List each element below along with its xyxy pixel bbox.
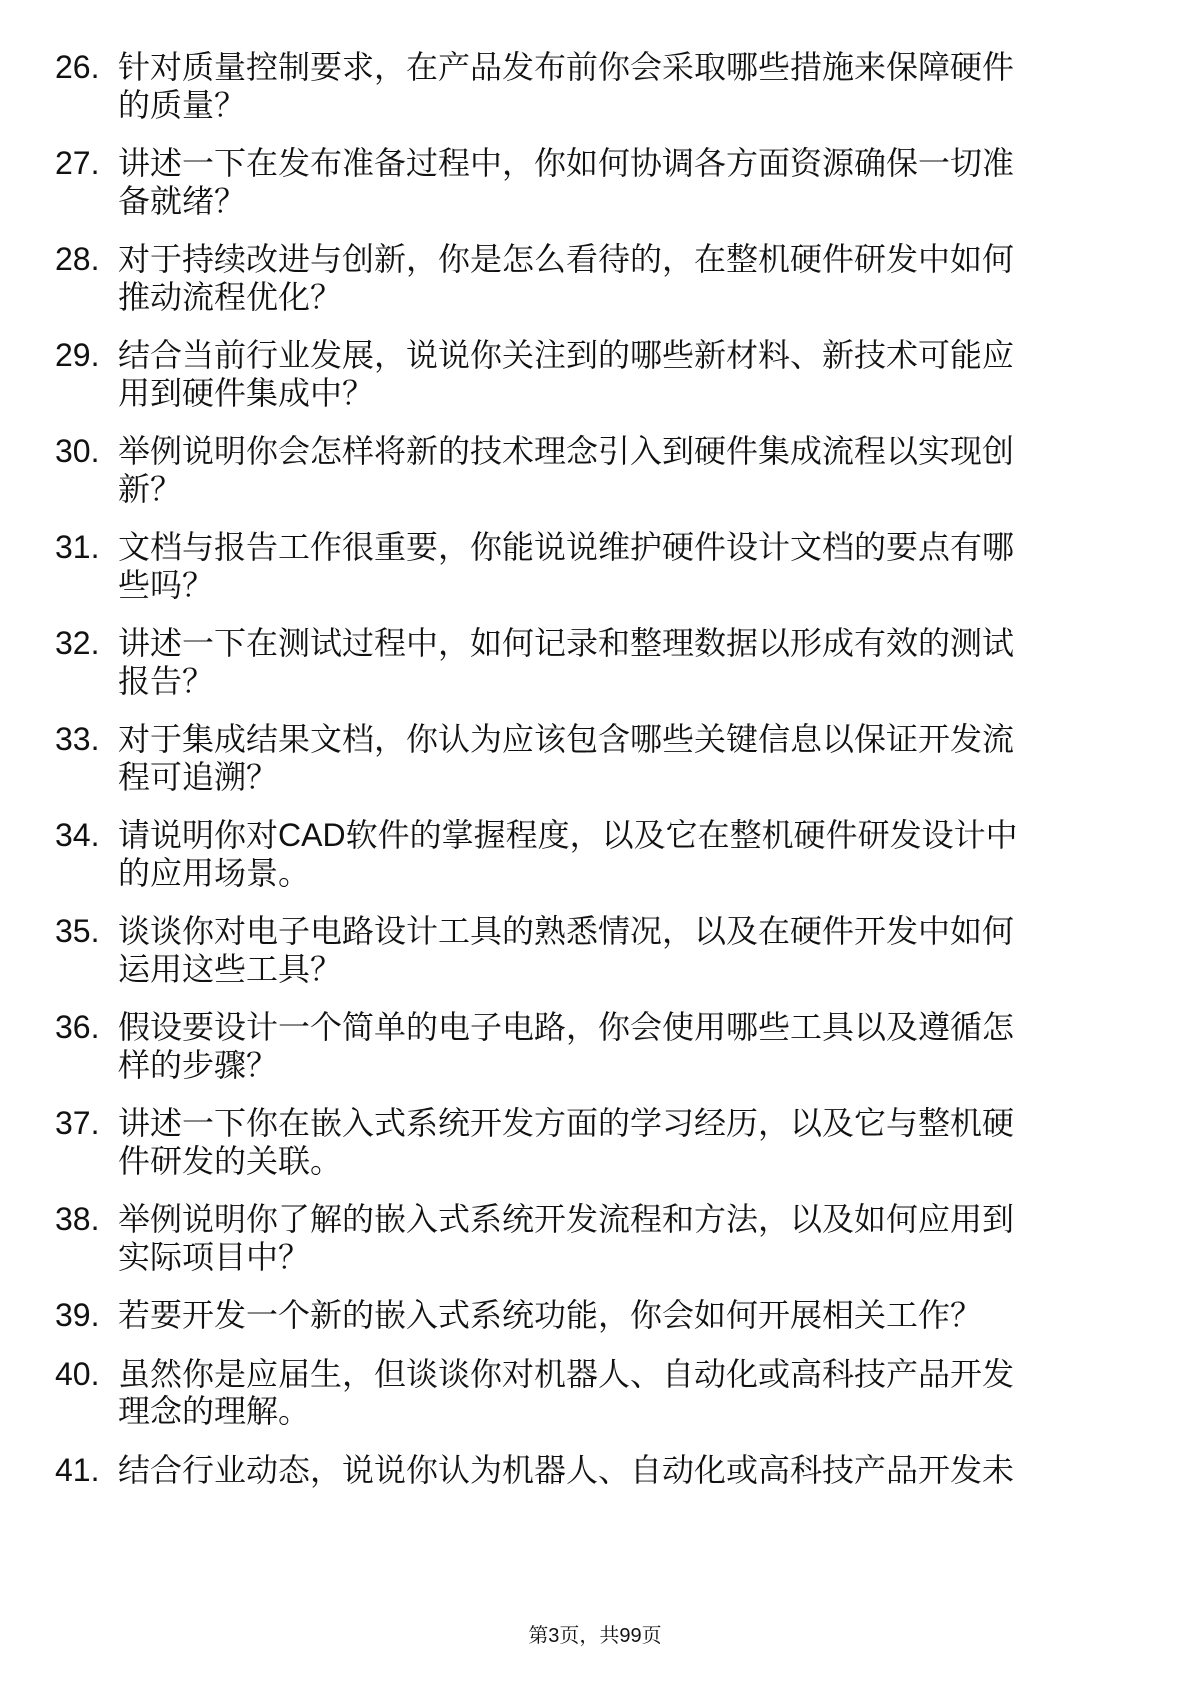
question-number: 31. [55, 529, 100, 565]
question-text [118, 241, 1135, 316]
question-text-line: 报告？ [118, 662, 215, 699]
question-item [55, 1452, 1135, 1490]
question-item [55, 913, 1135, 988]
question-text [118, 1452, 1135, 1490]
question-item [55, 529, 1135, 604]
question-item [55, 817, 1135, 892]
question-text-line: 讲述一下在测试过程中，如何记录和整理数据以形成有效的测试 [118, 625, 1015, 661]
question-number: 39. [55, 1297, 100, 1333]
question-number: 38. [55, 1201, 100, 1237]
question-text [118, 721, 1135, 796]
question-item [55, 241, 1135, 316]
question-item [55, 1201, 1135, 1276]
question-text-line: 的质量？ [118, 86, 247, 123]
question-text-line: 对于集成结果文档，你认为应该包含哪些关键信息以保证开发流 [118, 721, 1015, 757]
question-text-line: 结合当前行业发展，说说你关注到的哪些新材料、新技术可能应 [118, 337, 1015, 373]
question-number: 41. [55, 1451, 100, 1488]
question-text-line: 用到硬件集成中？ [118, 374, 375, 411]
question-text-line: 讲述一下你在嵌入式系统开发方面的学习经历，以及它与整机硬 [118, 1105, 1015, 1141]
question-text-line: 举例说明你会怎样将新的技术理念引入到硬件集成流程以实现创 [118, 433, 1015, 469]
question-text-line: 对于持续改进与创新，你是怎么看待的，在整机硬件研发中如何 [118, 241, 1015, 277]
question-text [118, 1105, 1135, 1180]
question-item [55, 145, 1135, 220]
question-list [55, 49, 1135, 1510]
question-text-line: 备就绪？ [118, 182, 247, 219]
question-text-line: 件研发的关联。 [118, 1142, 343, 1179]
question-text-line: 举例说明你了解的嵌入式系统开发流程和方法，以及如何应用到 [118, 1201, 1015, 1237]
question-number: 35. [55, 913, 100, 949]
question-text-line: 若要开发一个新的嵌入式系统功能，你会如何开展相关工作？ [118, 1297, 983, 1333]
question-text-line: 实际项目中？ [118, 1238, 311, 1275]
question-text [118, 1297, 1135, 1335]
question-item [55, 49, 1135, 124]
question-number: 33. [55, 721, 100, 757]
question-number: 27. [55, 145, 100, 181]
question-text-line: 讲述一下在发布准备过程中，你如何协调各方面资源确保一切准 [118, 145, 1015, 181]
question-text [118, 1009, 1135, 1084]
question-number: 36. [55, 1009, 100, 1045]
question-text-line: 运用这些工具？ [118, 950, 343, 987]
question-item [55, 1105, 1135, 1180]
question-text [118, 49, 1135, 124]
question-text [118, 529, 1135, 604]
page-number-label: 第3页，共99页 [528, 1625, 662, 1647]
question-text-line: 文档与报告工作很重要，你能说说维护硬件设计文档的要点有哪 [118, 529, 1015, 565]
question-text-line: 理念的理解。 [118, 1393, 311, 1429]
question-text-line: 程可追溯？ [118, 758, 279, 795]
question-text [118, 337, 1135, 412]
question-text [118, 625, 1135, 700]
question-item [55, 337, 1135, 412]
question-text-line: 针对质量控制要求，在产品发布前你会采取哪些措施来保障硬件 [118, 49, 1015, 85]
question-number: 26. [55, 49, 100, 85]
question-number: 28. [55, 241, 100, 277]
question-item [55, 625, 1135, 700]
question-item [55, 433, 1135, 508]
question-text-line: 新？ [118, 470, 183, 507]
question-number: 32. [55, 625, 100, 661]
question-item [55, 721, 1135, 796]
question-item [55, 1356, 1135, 1431]
question-item [55, 1297, 1135, 1335]
question-text-line: 谈谈你对电子电路设计工具的熟悉情况，以及在硬件开发中如何 [118, 913, 1015, 949]
question-number: 34. [55, 817, 100, 853]
question-text [118, 145, 1135, 220]
question-text-line: 假设要设计一个简单的电子电路，你会使用哪些工具以及遵循怎 [118, 1009, 1015, 1045]
question-text [118, 433, 1135, 508]
question-text [118, 1356, 1135, 1431]
question-text [118, 1201, 1135, 1276]
question-number: 37. [55, 1105, 100, 1141]
question-text-line: 请说明你对CAD软件的掌握程度，以及它在整机硬件研发设计中 [118, 817, 1018, 853]
question-text-line: 些吗？ [118, 566, 215, 603]
question-text [118, 817, 1135, 892]
question-text-line: 样的步骤？ [118, 1046, 279, 1083]
question-number: 30. [55, 433, 100, 469]
question-text-line: 虽然你是应届生，但谈谈你对机器人、自动化或高科技产品开发 [118, 1355, 1015, 1392]
question-text-line: 的应用场景。 [118, 854, 311, 891]
question-item [55, 1009, 1135, 1084]
question-number: 40. [55, 1355, 100, 1392]
question-number: 29. [55, 337, 100, 373]
question-text [118, 913, 1135, 988]
page-footer [0, 1622, 1190, 1650]
question-text-line: 推动流程优化？ [118, 278, 343, 315]
question-text-line: 结合行业动态，说说你认为机器人、自动化或高科技产品开发未 [118, 1451, 1015, 1488]
